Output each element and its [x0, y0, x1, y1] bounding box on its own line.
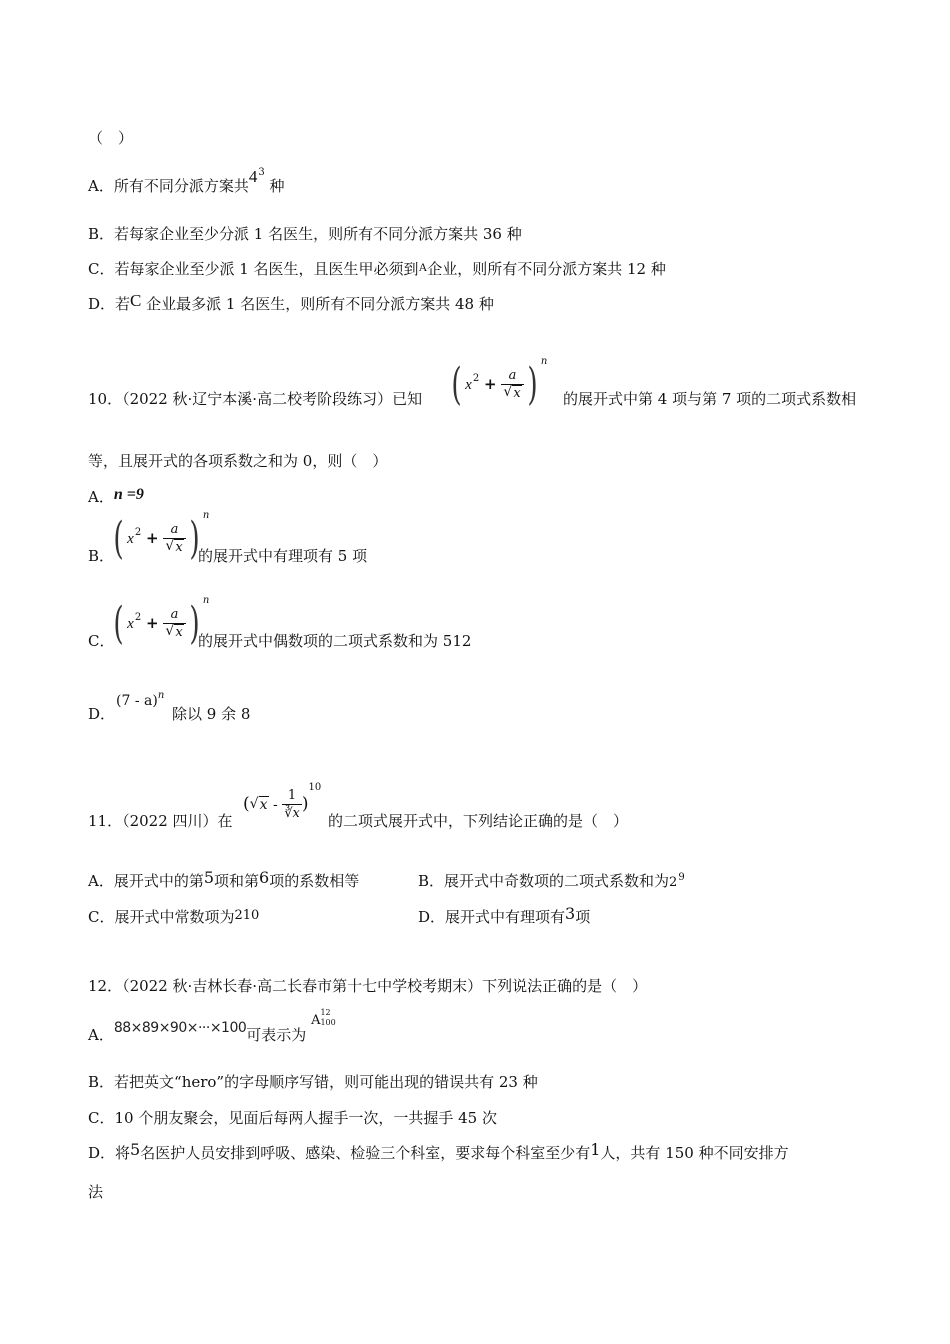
q11-option-c: C．展开式中常数项为210 — [88, 908, 260, 926]
q11-option-b: B．展开式中奇数项的二项式系数和为$2^9$ — [418, 872, 685, 890]
q9-option-d-suffix: 企业最多派 1 名医生，则所有不同分派方案共 48 种 — [146, 295, 494, 313]
q9-option-d-text: D．若 — [88, 295, 131, 313]
q12-stem: 12．（2022 秋·吉林长春·高二长春市第十七中学校考期末）下列说法正确的是（ ） — [88, 977, 648, 995]
q10-stem-line2: 等，且展开式的各项系数之和为 0，则（ ） — [88, 452, 388, 470]
q9-option-c-text: C．若每家企业至少派 1 名医生，且医生甲必须到 — [88, 260, 419, 278]
q9-option-a — [88, 167, 285, 199]
q9-option-b: B．若每家企业至少分派 1 名医生，则所有不同分派方案共 36 种 — [88, 225, 522, 243]
q10-expr-fraction: a √ x — [501, 368, 523, 402]
q10-option-a-math: n =9 — [113, 486, 144, 503]
q10-stem-prefix: 10．（2022 秋·辽宁本溪·高二校考阶段练习）已知 — [88, 390, 423, 408]
q10-option-d-expression: (7 - a)$^n$ — [116, 690, 165, 709]
q10-option-b-text: 的展开式中有理项有 5 项 — [198, 547, 368, 565]
q12-option-a-permutation: A 12 100 — [311, 1008, 336, 1028]
q12-option-c: C．10 个朋友聚会，见面后每两人握手一次，一共握手 45 次 — [88, 1109, 497, 1127]
q11-stem-suffix: 的二项式展开式中，下列结论正确的是（ ） — [328, 812, 629, 830]
q10-expr-x: x — [465, 377, 472, 393]
q12-option-d: D．将5名医护人员安排到呼吸、感染、检验三个科室，要求每个科室至少有1人，共有 150 种不同安排方 — [88, 1140, 789, 1162]
q9-option-c — [88, 259, 666, 280]
q11-option-a: A．展开式中的第5项和第6项的系数相等 — [88, 868, 360, 890]
q9-option-c-var: A — [418, 260, 428, 274]
q10-option-c-expression: ( $x^2$ + a √ x ) $^n$ — [110, 605, 209, 653]
q12-option-b: B．若把英文“hero”的字母顺序写错，则可能出现的错误共有 23 种 — [88, 1073, 538, 1091]
q9-option-d-var: C — [130, 291, 142, 310]
q12-option-a-expr: 88×89×90×···×100 — [113, 1020, 247, 1036]
q10-option-b-expression: ( $x^2$ + a √ x ) $^n$ — [110, 520, 209, 568]
q10-option-c-text: 的展开式中偶数项的二项式系数和为 512 — [198, 632, 472, 650]
q10-option-a: A．n =9 — [88, 486, 144, 506]
q9-option-a-text: A．所有不同分派方案共 — [88, 177, 249, 195]
q10-option-c-label: C． — [88, 632, 115, 650]
q10-stem-expression: ( $x^2$ + a √ x ) $^n$ — [448, 366, 547, 414]
q12-option-a: A．88×89×90×···×100可表示为 A 12 100 — [88, 1008, 336, 1044]
q10-stem-suffix: 的展开式中第 4 项与第 7 项的二项式系数相 — [563, 390, 857, 408]
q9-option-a-exp: 3 — [258, 167, 265, 178]
q10-option-d-text: 除以 9 余 8 — [172, 705, 251, 723]
q9-option-a-suffix: 种 — [269, 177, 285, 195]
q11-option-d: D．展开式中有理项有3项 — [418, 904, 591, 926]
q9-answer-paren: （ ） — [88, 129, 134, 147]
q9-option-a-base: 4 — [248, 167, 258, 186]
q11-stem-prefix: 11．（2022 四川）在 — [88, 812, 233, 830]
q10-option-d-label: D． — [88, 705, 116, 723]
q12-option-d-line2: 法 — [88, 1183, 104, 1201]
q10-option-b-label: B． — [88, 547, 115, 565]
q9-option-c-suffix: 企业，则所有不同分派方案共 12 种 — [427, 260, 666, 278]
q11-stem-expression: (√ x - $\frac{1}{∛x}$ )$^{10}$ — [243, 788, 321, 834]
q9-option-d — [88, 291, 494, 314]
